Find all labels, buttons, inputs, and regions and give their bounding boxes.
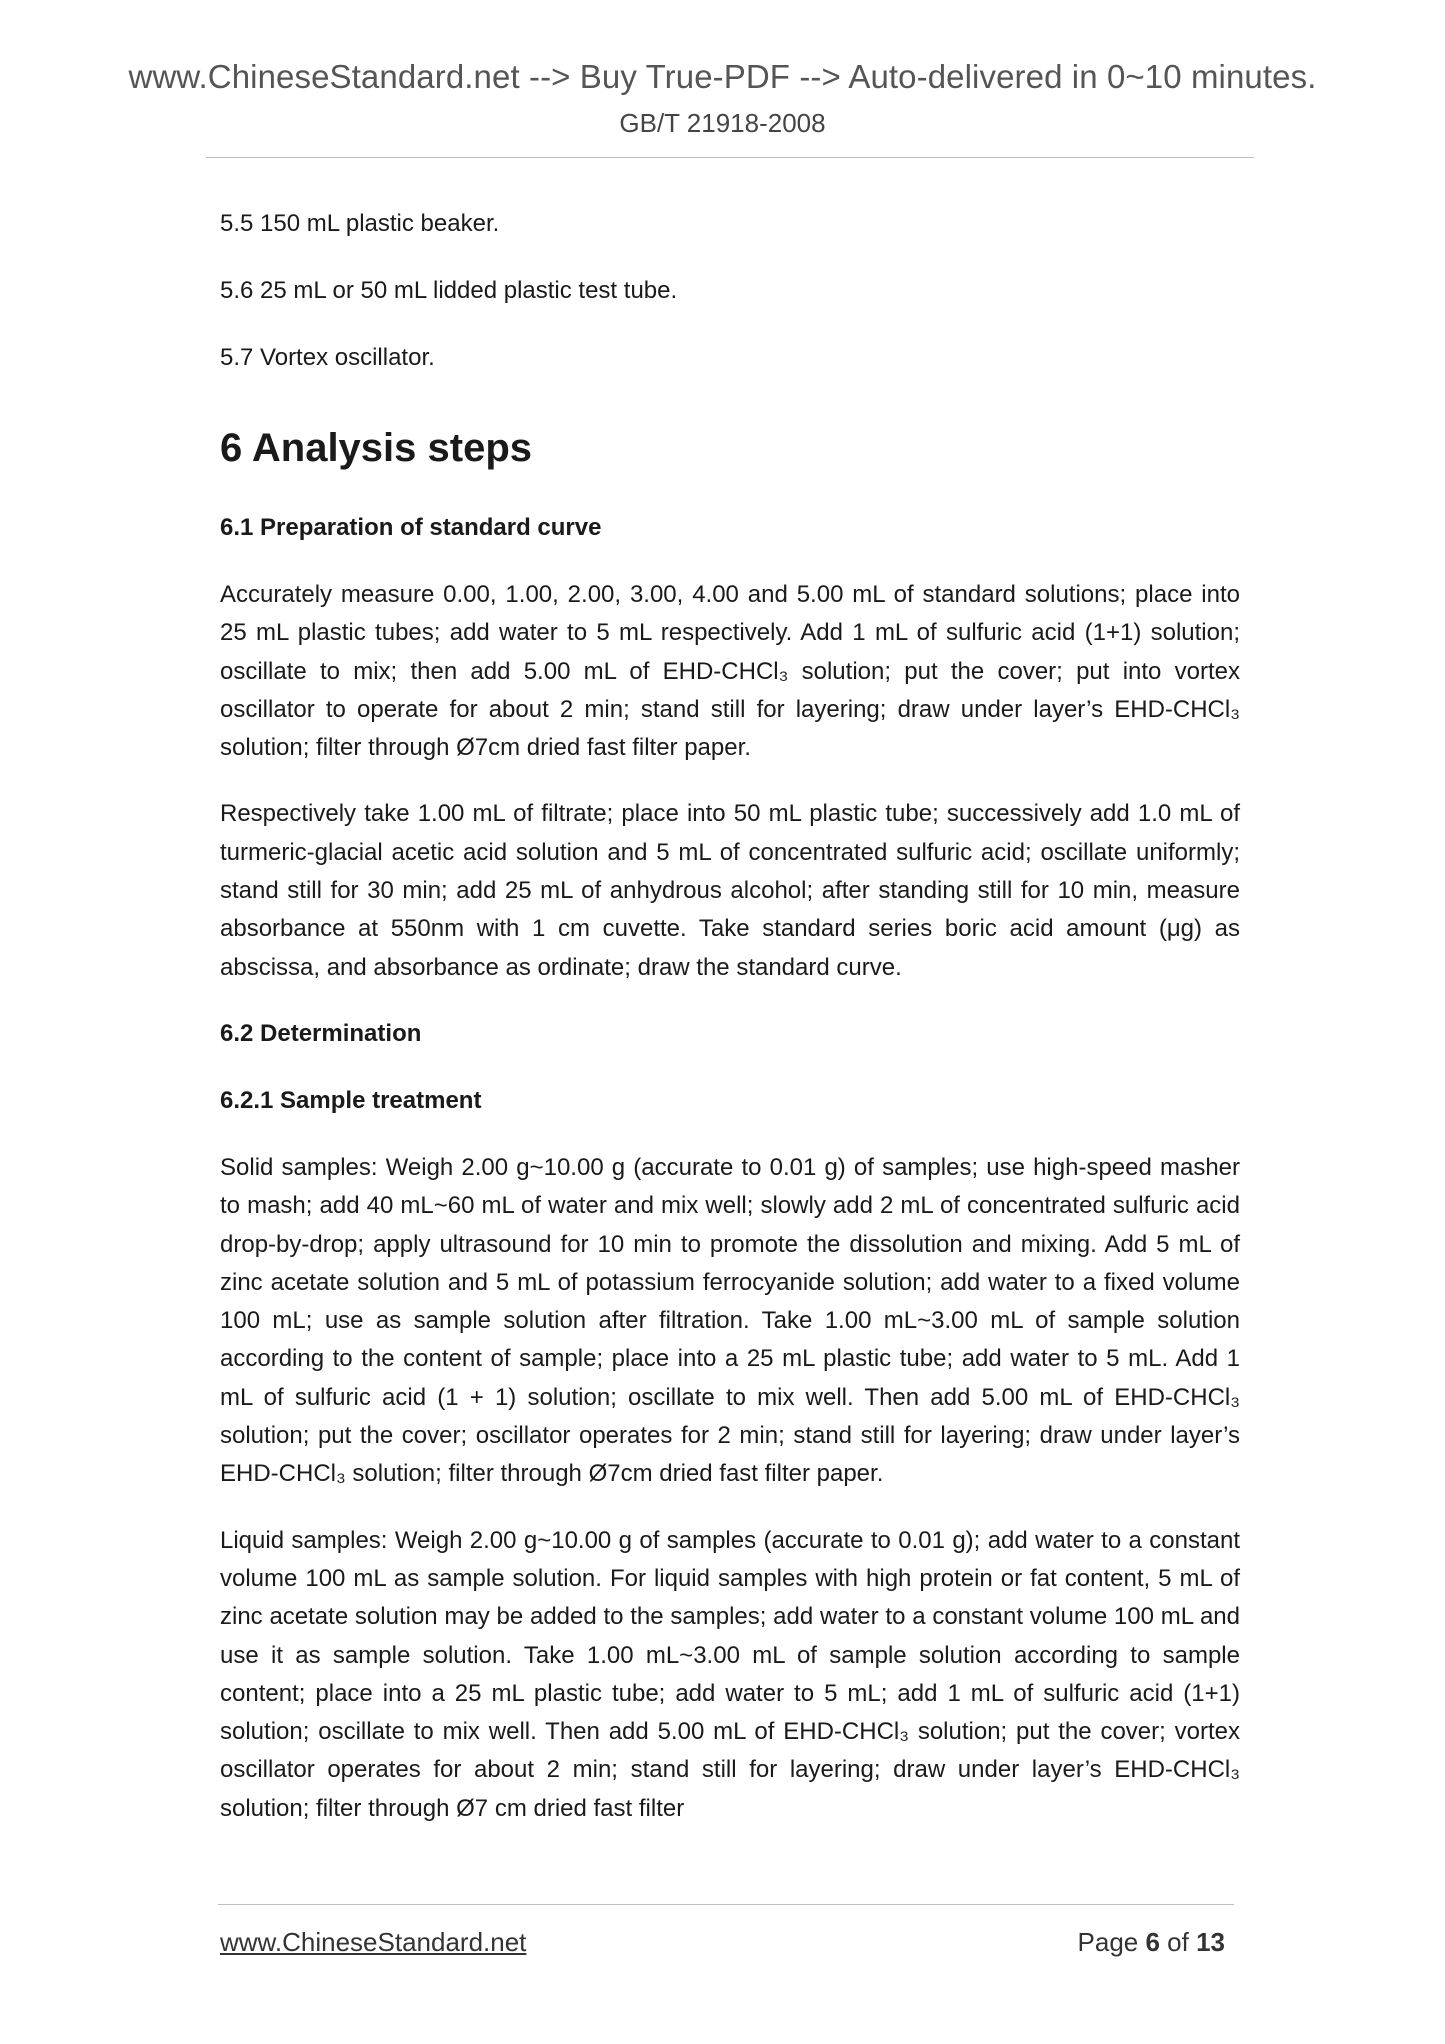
page-current: 6: [1145, 1927, 1160, 1957]
list-item: 5.7 Vortex oscillator.: [220, 344, 435, 371]
page-separator: of: [1159, 1927, 1197, 1957]
paragraph: Solid samples: Weigh 2.00 g~10.00 g (accurate to 0.01 g) of samples; use high-speed masher to mash; add 40 mL~60 mL of water and mix well; slowly add 2 mL of concentrated sulfuric acid drop-by-drop; apply ultrasound for 10 min to promote the dissolution and mixing. Add 5 mL of zinc acetate solution and 5 mL of potassium ferrocyanide solution; add water to a fixed volume 100 mL; use as sample solution after filtration. Take 1.00 mL~3.00 mL of sample solution according to the content of sample; place into a 25 mL plastic tube; add water to 5 mL. Add 1 mL of sulfuric acid (1 + 1) solution; oscillate to mix well. Then add 5.00 mL of EHD-CHCl₃ solution; put the cover; oscillator operates for 2 min; stand still for layering; draw under layer’s EHD-CHCl₃ solution; filter through Ø7cm dried fast filter paper.: [220, 1153, 1240, 1488]
subsection-title: 6.1 Preparation of standard curve: [220, 514, 602, 541]
footer-divider: [218, 1904, 1234, 1905]
paragraph: Respectively take 1.00 mL of filtrate; place into 50 mL plastic tube; successively add 1.0 mL of turmeric-glacial acetic acid solution and 5 mL of concentrated sulfuric acid; oscillate uniformly; stand still for 30 min; add 25 mL of anhydrous alcohol; after standing still for 10 min, measure absorbance at 550nm with 1 cm cuvette. Take standard series boric acid amount (μg) as abscissa, and absorbance as ordinate; draw the standard curve.: [220, 800, 1240, 981]
standard-code: GB/T 21918-2008: [619, 108, 826, 138]
header-divider: [206, 157, 1254, 158]
footer-link[interactable]: www.ChineseStandard.net: [220, 1927, 527, 1957]
page-total: 13: [1196, 1927, 1225, 1957]
subsection-title: 6.2 Determination: [220, 1019, 422, 1047]
header-banner: www.ChineseStandard.net --> Buy True-PDF --> Auto-delivered in 0~10 minutes.: [128, 58, 1317, 95]
list-item: 5.6 25 mL or 50 mL lidded plastic test tube.: [220, 277, 678, 304]
document-body: [220, 205, 1240, 1856]
paragraph: Liquid samples: Weigh 2.00 g~10.00 g of samples (accurate to 0.01 g); add water to a constant volume 100 mL as sample solution. For liquid samples with high protein or fat content, 5 mL of zinc acetate solution may be added to the samples; add water to a constant volume 100 mL and use it as sample solution. Take 1.00 mL~3.00 mL of sample solution according to sample content; place into a 25 mL plastic tube; add water to 5 mL; add 1 mL of sulfuric acid (1+1) solution; oscillate to mix well. Then add 5.00 mL of EHD-CHCl₃ solution; put the cover; vortex oscillator operates for about 2 min; stand still for layering; draw under layer’s EHD-CHCl₃ solution; filter through Ø7 cm dried fast filter: [220, 1526, 1240, 1822]
page-prefix: Page: [1077, 1927, 1146, 1957]
section-title: 6 Analysis steps: [220, 426, 533, 470]
paragraph: Accurately measure 0.00, 1.00, 2.00, 3.00, 4.00 and 5.00 mL of standard solutions; place into 25 mL plastic tubes; add water to 5 mL respectively. Add 1 mL of sulfuric acid (1+1) solution; oscillate to mix; then add 5.00 mL of EHD-CHCl₃ solution; put the cover; put into vortex oscillator to operate for about 2 min; stand still for layering; draw under layer’s EHD-CHCl₃ solution; filter through Ø7cm dried fast filter paper.: [220, 581, 1240, 762]
list-item: 5.5 150 mL plastic beaker.: [220, 210, 500, 237]
page-number: [1078, 1927, 1225, 1958]
subsection-title: 6.2.1 Sample treatment: [220, 1086, 482, 1114]
